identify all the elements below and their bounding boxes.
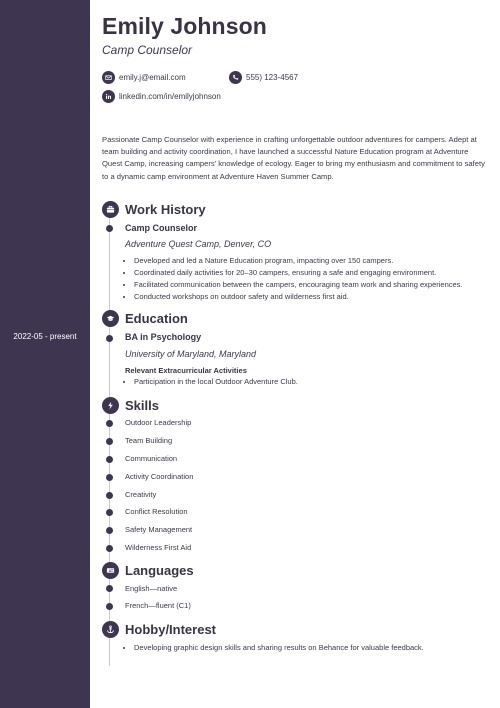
timeline-dot [106,474,113,481]
timeline-dot [106,335,113,342]
skill-item: Creativity [125,490,157,499]
skill-item: Activity Coordination [125,472,194,481]
list-item: • Conducted workshops on outdoor safety and wilderness first aid. [134,291,494,303]
list-item: • Facilitated communication between the campers, encouraging team work and sharing experiences. [134,279,494,291]
skills-heading: Skills [125,398,159,413]
timeline-dot [106,527,113,534]
svg-text:A: A [108,568,112,573]
job-title-heading: Camp Counselor [102,43,193,57]
linkedin-text: linkedin.com/in/emilyjohnson [119,92,221,101]
language-item: English—native [125,584,178,593]
skill-item: Team Building [125,436,173,445]
envelope-icon [102,71,115,84]
timeline-dot [106,438,113,445]
contact-phone[interactable] [229,71,298,84]
languages-heading: Languages [125,563,194,578]
skill-item: Conflict Resolution [125,507,188,516]
work-history-heading: Work History [125,202,206,217]
linkedin-icon [102,90,115,103]
list-item: • Coordinated daily activities for 20–30 campers, ensuring a safe and engaging environment. [134,267,494,279]
graduation-cap-icon [102,310,119,327]
anchor-icon [102,621,119,638]
timeline-dot [106,420,113,427]
skill-item: Outdoor Leadership [125,418,192,427]
timeline-dot [106,509,113,516]
hobby-heading: Hobby/Interest [125,622,217,637]
education-date: 2022-05 - present [13,332,77,341]
list-item: • Developing graphic design skills and sharing results on Behance for valuable feedback. [134,642,494,654]
list-item: • Participation in the local Outdoor Adventure Club. [134,376,494,388]
activities-bullets [125,376,494,388]
education-heading: Education [125,311,188,326]
language-card-icon [102,562,119,579]
work-job-title: Camp Counselor [125,223,198,233]
candidate-name: Emily Johnson [102,13,267,39]
timeline-dot [106,585,113,592]
timeline-dot [106,492,113,499]
summary-paragraph: Passionate Camp Counselor with experience in crafting unforgettable outdoor adventures for campers. Adept at team building and activity coordination, I have launched a successful Nature Education program at Adventure Quest Camp, increasing campers' knowledge of ecology. Eager to bring my enthusiasm and commitment to safety to a dynamic camp environment at Adventure Haven Summer Camp. [102,135,485,181]
lightning-icon [102,397,119,414]
timeline-dot [106,603,113,610]
work-bullets [125,255,494,303]
timeline-dot [106,456,113,463]
contact-linkedin[interactable] [102,90,221,103]
phone-icon [229,71,242,84]
education-degree: BA in Psychology [125,332,202,342]
sidebar [0,0,90,708]
list-item: • Developed and led a Nature Education program, impacting over 150 campers. [134,255,494,267]
work-company: Adventure Quest Camp, Denver, CO [125,239,272,249]
activities-heading: Relevant Extracurricular Activities [125,366,247,375]
timeline-dot [106,545,113,552]
language-item: French—fluent (C1) [125,601,191,610]
phone-text: 555) 123-4567 [246,73,299,82]
skill-item: Safety Management [125,525,193,534]
hobby-bullets [125,642,494,654]
email-text: emily.j@email.com [119,73,186,82]
skill-item: Communication [125,454,178,463]
skill-item: Wilderness First Aid [125,543,192,552]
education-school: University of Maryland, Maryland [125,349,257,359]
briefcase-icon [102,201,119,218]
timeline-dot [106,225,113,232]
contact-email[interactable] [102,71,186,84]
